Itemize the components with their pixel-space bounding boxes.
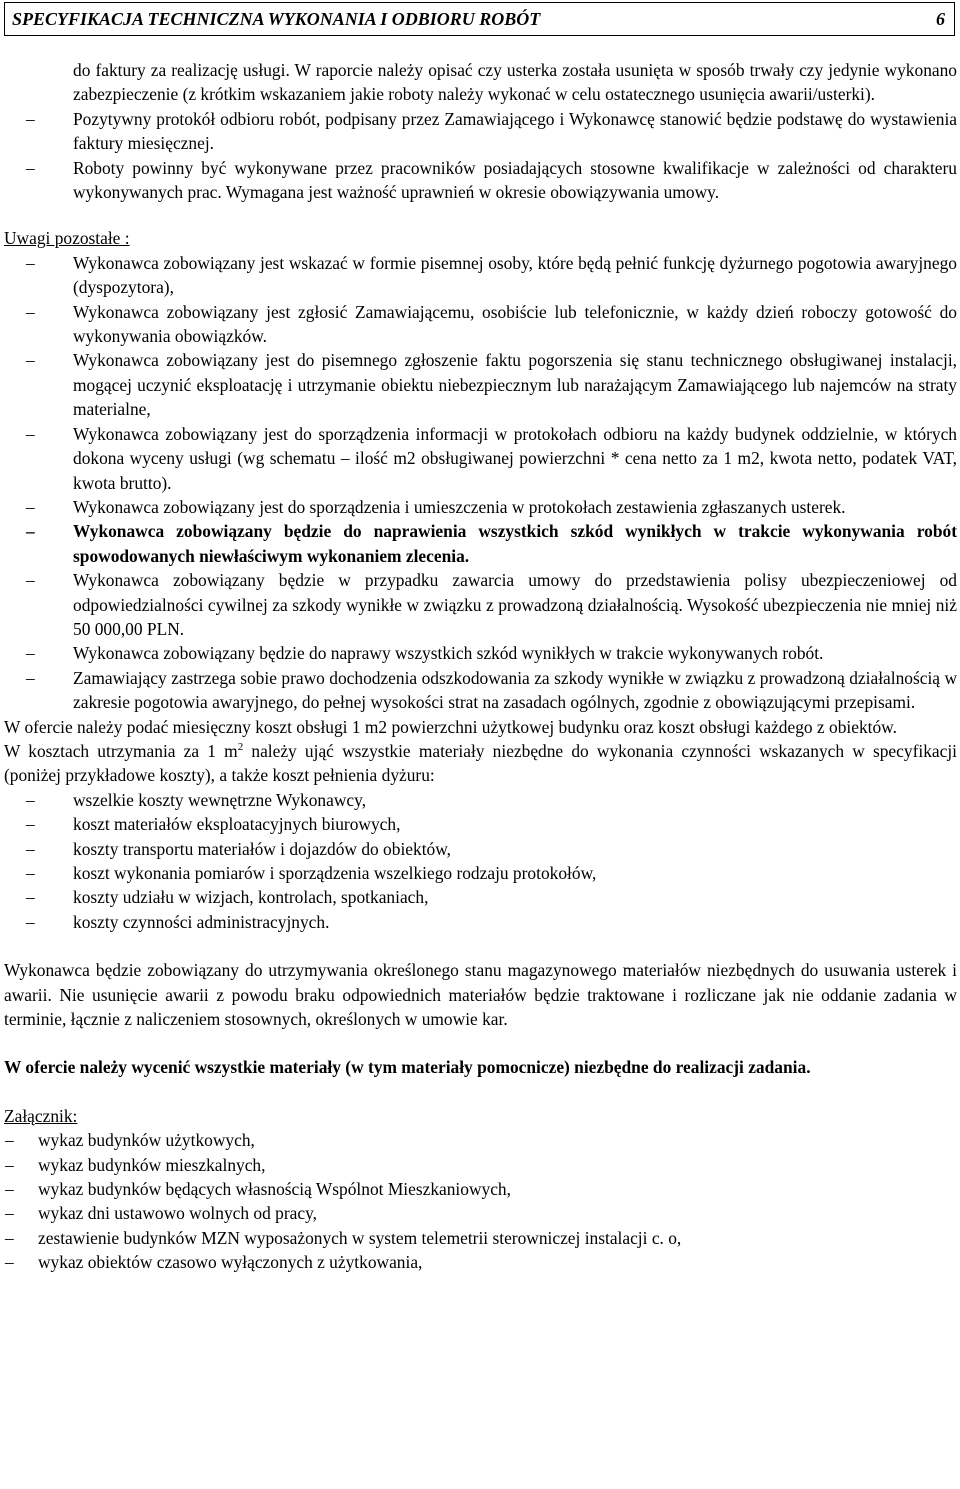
list-item: – Roboty powinny być wykonywane przez pracowników posiadających stosowne kwalifikacje w zależności od charakteru wykonywanych prac. Wymagana jest ważność uprawnień w okresie obowiązywania umowy. [4, 156, 957, 205]
list-item: – koszty udziału w wizjach, kontrolach, spotkaniach, [4, 885, 957, 909]
costs-list [4, 788, 957, 934]
stock-paragraph: Wykonawca będzie zobowiązany do utrzymywania określonego stanu magazynowego materiałów niezbędnych do usuwania usterek i awarii. Nie usunięcie awarii z powodu braku odpowiednich materiałów będzie traktowane i rozliczane jak nie oddanie zadania w terminie, łącznie z naliczeniem stosownych, określonych w umowie kar. [4, 960, 957, 1030]
page-header [4, 2, 955, 36]
list-item: – zestawienie budynków MZN wyposażonych w system telemetrii sterowniczej instalacji c. o, [4, 1226, 957, 1250]
costs-intro: W kosztach utrzymania za 1 $m^2$ należy ująć wszystkie materiały niezbędne do wykonania czynności wskazanych w specyfikacji (poniżej przykładowe koszty), a także koszt pełnienia dyżuru: [4, 740, 957, 786]
list-item: – Wykonawca zobowiązany będzie do naprawienia wszystkich szkód wynikłych w trakcie wykonywania robót spowodowanych niewłaściwym wykonaniem zlecenia. [4, 519, 957, 568]
list-item: – Wykonawca zobowiązany jest wskazać w formie pisemnej osoby, które będą pełnić funkcję dyżurnego pogotowia awaryjnego (dyspozytora), [4, 251, 957, 300]
list-item: – wykaz dni ustawowo wolnych od pracy, [4, 1201, 957, 1225]
list-item: – koszty czynności administracyjnych. [4, 910, 957, 934]
attachments-list [4, 1128, 957, 1274]
attachments-heading: Załącznik: [4, 1105, 78, 1126]
list-item: – Pozytywny protokół odbioru robót, podpisany przez Zamawiającego i Wykonawcę stanowić będzie podstawę do wystawienia faktury miesięcznej. [4, 107, 957, 156]
bold-paragraph: W ofercie należy wycenić wszystkie materiały (w tym materiały pomocnicze) niezbędne do realizacji zadania. [4, 1057, 811, 1078]
list-item: – koszty transportu materiałów i dojazdów do obiektów, [4, 837, 957, 861]
offer-cost-paragraph: W ofercie należy podać miesięczny koszt obsługi 1 m2 powierzchni użytkowej budynku oraz koszt obsługi każdego z obiektów. [4, 716, 897, 737]
list-item: – wykaz obiektów czasowo wyłączonych z użytkowania, [4, 1250, 957, 1274]
list-item: – Wykonawca zobowiązany jest zgłosić Zamawiającemu, osobiście lub telefonicznie, w każdy dzień roboczy gotowość do wykonywania obowiązków. [4, 300, 957, 349]
header-title: SPECYFIKACJA TECHNICZNA WYKONANIA I ODBIORU ROBÓT [12, 9, 541, 29]
list-item: – Wykonawca zobowiązany jest do pisemnego zgłoszenie faktu pogorszenia się stanu technicznego obsługiwanej instalacji, mogącej uczynić eksploatację i utrzymanie obiektu niebezpiecznym lub narażającym Zamawiającego lub najemców na straty materialne, [4, 348, 957, 421]
list-item: – koszt materiałów eksploatacyjnych biurowych, [4, 812, 957, 836]
list-item: – Wykonawca zobowiązany jest do sporządzenia informacji w protokołach odbioru na każdy budynek oddzielnie, w których dokona wyceny usługi (wg schematu – ilość m2 obsługiwanej powierzchni * cena netto za 1 m2, kwota netto, podatek VAT, kwota brutto). [4, 422, 957, 495]
remarks-list [4, 251, 957, 715]
list-item: – koszt wykonania pomiarów i sporządzenia wszelkiego rodzaju protokołów, [4, 861, 957, 885]
list-item: – wszelkie koszty wewnętrzne Wykonawcy, [4, 788, 957, 812]
continuation-paragraph: do faktury za realizację usługi. W raporcie należy opisać czy usterka została usunięta w sposób trwały czy jedynie wykonano zabezpieczenie (z krótkim wskazaniem jakie roboty należy wykonać w celu ostatecznego usunięcia awarii/usterki). [73, 60, 957, 105]
document-body [4, 58, 957, 1275]
list-item: – wykaz budynków użytkowych, [4, 1128, 957, 1152]
list-item: – Wykonawca zobowiązany będzie do naprawy wszystkich szkód wynikłych w trakcie wykonywanych robót. [4, 641, 957, 665]
top-list [4, 107, 957, 205]
list-item: – wykaz budynków mieszkalnych, [4, 1153, 957, 1177]
list-item: – Wykonawca zobowiązany będzie w przypadku zawarcia umowy do przedstawienia polisy ubezpieczeniowej od odpowiedzialności cywilnej za szkody wynikłe w związku z prowadzoną działalnością. Wysokość ubezpieczenia nie mniej niż 50 000,00 PLN. [4, 568, 957, 641]
page-number: 6 [936, 9, 945, 29]
list-item: – Zamawiający zastrzega sobie prawo dochodzenia odszkodowania za szkody wynikłe w związku z prowadzoną działalnością w zakresie pogotowia awaryjnego, do pełnej wysokości strat na zasadach ogólnych, zgodnie z obowiązującymi przepisami. [4, 666, 957, 715]
list-item: – wykaz budynków będących własnością Wspólnot Mieszkaniowych, [4, 1177, 957, 1201]
remarks-heading: Uwagi pozostałe : [4, 228, 130, 249]
list-item: – Wykonawca zobowiązany jest do sporządzenia i umieszczenia w protokołach zestawienia zgłaszanych usterek. [4, 495, 957, 519]
